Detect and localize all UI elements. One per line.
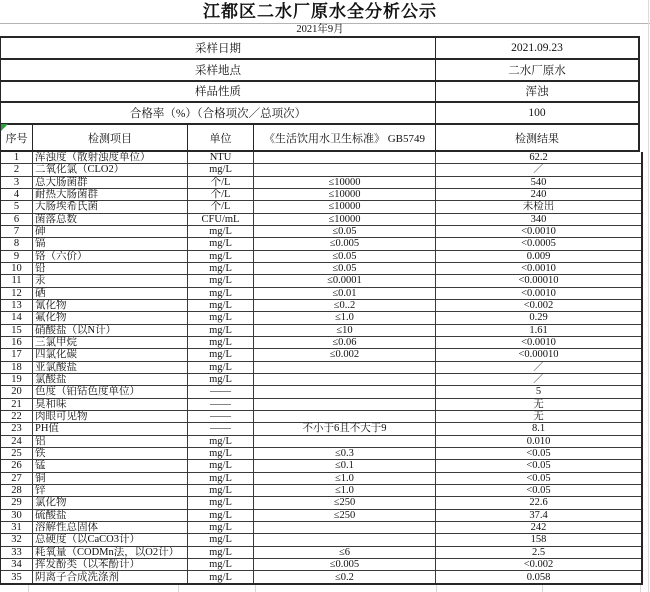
table-row	[1, 238, 641, 250]
table-cell[interactable]: 铝	[32, 436, 187, 447]
table-cell[interactable]: 17	[11, 349, 22, 361]
table-cell[interactable]: 8	[13, 238, 20, 250]
table-row	[1, 485, 641, 497]
table-cell[interactable]	[253, 362, 435, 373]
info-row	[1, 82, 638, 104]
table-cell[interactable]: 锰	[32, 460, 187, 471]
table-cell[interactable]: 个/L	[187, 177, 253, 188]
table-header-row	[0, 123, 640, 152]
sheet-gridline	[178, 585, 179, 592]
info-value[interactable]: 100	[528, 107, 546, 120]
table-cell[interactable]: ／	[435, 362, 641, 373]
info-label[interactable]: 合格率（%）（合格项次／总项次）	[1, 103, 436, 123]
table-cell[interactable]: ≤1.0	[253, 312, 435, 323]
table-cell[interactable]	[253, 436, 435, 447]
table-cell[interactable]: 22	[11, 411, 22, 423]
table-cell[interactable]: PH值	[32, 423, 187, 434]
table-cell[interactable]: 硒	[32, 288, 187, 299]
table-cell[interactable]: 34	[11, 558, 22, 570]
table-cell[interactable]: mg/L	[187, 325, 253, 336]
table-cell[interactable]: ——	[187, 399, 253, 410]
table-cell[interactable]: 0.009	[435, 251, 641, 262]
table-row	[1, 411, 641, 423]
table-cell[interactable]: ≤1.0	[253, 473, 435, 484]
table-cell[interactable]: 7	[13, 226, 20, 238]
table-row	[1, 399, 641, 411]
table-cell[interactable]: 不小于6且不大于9	[253, 423, 435, 434]
table-cell[interactable]: 11	[11, 275, 22, 287]
table-cell[interactable]: 35	[11, 571, 22, 583]
table-cell[interactable]: 二氧化氯（CLO2）	[32, 164, 187, 175]
table-cell[interactable]: mg/L	[187, 362, 253, 373]
table-row	[1, 263, 641, 275]
table-cell[interactable]: 340	[435, 214, 641, 225]
table-cell[interactable]	[253, 522, 435, 533]
table-row	[1, 460, 641, 472]
table-cell[interactable]: <0.0010	[435, 226, 641, 237]
table-row	[1, 473, 641, 485]
table-cell[interactable]: 16	[11, 337, 22, 349]
table-cell[interactable]: ≤0.005	[253, 559, 435, 570]
table-row	[1, 448, 641, 460]
table-cell[interactable]: 2	[13, 164, 20, 176]
table-cell[interactable]: mg/L	[187, 337, 253, 348]
table-cell[interactable]: 臭和味	[32, 399, 187, 410]
table-cell[interactable]: 大肠埃希氏菌	[32, 201, 187, 212]
table-cell[interactable]: 镉	[32, 238, 187, 249]
table-row	[1, 374, 641, 386]
table-row	[1, 164, 641, 176]
table-cell[interactable]: ／	[435, 164, 641, 175]
table-cell[interactable]: 13	[11, 300, 22, 312]
table-cell[interactable]: 31	[11, 522, 22, 533]
table-cell[interactable]: 无	[435, 411, 641, 422]
column-header[interactable]: 《生活饮用水卫生标准》 GB5749	[253, 125, 435, 150]
table-cell[interactable]: ≤0.06	[253, 337, 435, 348]
table-cell[interactable]: 耗氧量（CODMn法，以O2计）	[32, 547, 187, 558]
table-cell[interactable]: mg/L	[187, 448, 253, 459]
table-cell[interactable]: mg/L	[187, 349, 253, 360]
table-cell[interactable]: 30	[11, 509, 22, 521]
table-cell[interactable]: <0.002	[435, 300, 641, 311]
table-cell[interactable]: mg/L	[187, 263, 253, 274]
table-cell[interactable]: 33	[11, 546, 22, 558]
table-cell[interactable]: 总大肠菌群	[32, 177, 187, 188]
table-row	[1, 201, 641, 213]
table-cell[interactable]: 铬（六价）	[32, 251, 187, 262]
table-cell[interactable]: ≤250	[253, 497, 435, 508]
table-cell[interactable]: mg/L	[187, 275, 253, 286]
table-cell[interactable]: 汞	[32, 275, 187, 286]
table-cell[interactable]: <0.0010	[435, 288, 641, 299]
table-cell[interactable]	[253, 374, 435, 385]
table-row	[1, 288, 641, 300]
table-cell[interactable]: 5	[435, 386, 641, 397]
table-cell[interactable]: <0.05	[435, 460, 641, 471]
table-cell[interactable]	[253, 399, 435, 410]
sheet-gridline	[648, 0, 649, 592]
table-cell[interactable]: 1	[13, 152, 20, 164]
table-cell[interactable]: mg/L	[187, 559, 253, 570]
info-row	[1, 103, 638, 123]
table-cell[interactable]	[253, 164, 435, 175]
column-header[interactable]: 序号	[5, 132, 28, 145]
table-cell[interactable]: ——	[187, 411, 253, 422]
table-cell[interactable]: ／	[435, 374, 641, 385]
table-cell[interactable]: 氰化物	[32, 300, 187, 311]
table-cell[interactable]: mg/L	[187, 460, 253, 471]
table-cell[interactable]: 37.4	[435, 510, 641, 521]
table-cell[interactable]: 色度（铂钴色度单位）	[32, 386, 187, 397]
table-cell[interactable]: <0.002	[435, 559, 641, 570]
column-header[interactable]: 单位	[187, 125, 253, 150]
table-cell[interactable]: mg/L	[187, 497, 253, 508]
table-cell[interactable]: ——	[187, 423, 253, 434]
report-month: 2021年9月	[296, 24, 344, 35]
table-cell[interactable]: ≤0.002	[253, 349, 435, 360]
table-cell[interactable]: 32	[11, 534, 22, 546]
info-value[interactable]: 2021.09.23	[511, 41, 563, 54]
table-cell[interactable]: 242	[435, 522, 641, 533]
table-cell[interactable]: <0.00010	[435, 349, 641, 360]
table-cell[interactable]: 氯酸盐	[32, 374, 187, 385]
table-cell[interactable]: 未检出	[435, 201, 641, 212]
sheet-gridline	[640, 585, 641, 592]
sheet-gridline	[28, 585, 29, 592]
table-cell[interactable]: ≤6	[253, 547, 435, 558]
table-cell[interactable]: mg/L	[187, 226, 253, 237]
table-cell[interactable]: <0.05	[435, 448, 641, 459]
table-cell[interactable]: 0.010	[435, 436, 641, 447]
table-cell[interactable]: 1.61	[435, 325, 641, 336]
table-cell[interactable]: ≤0.1	[253, 460, 435, 471]
table-cell[interactable]: mg/L	[187, 288, 253, 299]
info-label[interactable]: 样品性质	[1, 82, 436, 102]
table-cell[interactable]: ≤0.05	[253, 251, 435, 262]
table-row	[1, 349, 641, 361]
table-cell[interactable]: 挥发酚类（以苯酚计）	[32, 559, 187, 570]
table-cell[interactable]: 6	[13, 213, 20, 225]
table-cell[interactable]: mg/L	[187, 374, 253, 385]
table-cell[interactable]: 浑浊度（散射浊度单位）	[32, 152, 187, 163]
table-cell[interactable]: ≤10000	[253, 189, 435, 200]
table-cell[interactable]: mg/L	[187, 300, 253, 311]
table-row	[1, 522, 641, 534]
table-cell[interactable]: 29	[11, 497, 22, 509]
table-cell[interactable]: ≤0.3	[253, 448, 435, 459]
table-cell[interactable]: 0.058	[435, 571, 641, 583]
table-cell[interactable]: <0.0010	[435, 263, 641, 274]
table-cell[interactable]: 25	[11, 448, 22, 460]
table-cell[interactable]: 氯化物	[32, 497, 187, 508]
table-row	[1, 559, 641, 571]
sheet-gridline	[436, 585, 437, 592]
table-cell[interactable]: <0.0010	[435, 337, 641, 348]
table-cell[interactable]: 硫酸盐	[32, 510, 187, 521]
table-cell[interactable]: 23	[11, 423, 22, 435]
table-cell[interactable]: 27	[11, 472, 22, 484]
table-cell[interactable]: 硝酸盐（以N计）	[32, 325, 187, 336]
table-row	[1, 226, 641, 238]
table-cell[interactable]: 铁	[32, 448, 187, 459]
table-cell[interactable]: 铜	[32, 473, 187, 484]
table-cell[interactable]: 15	[11, 324, 22, 336]
table-row	[1, 386, 641, 398]
column-header[interactable]: 检测项目	[32, 125, 187, 150]
info-row	[1, 60, 638, 82]
table-cell[interactable]: 540	[435, 177, 641, 188]
table-cell[interactable]: 总硬度（以CaCO3计）	[32, 534, 187, 545]
table-row	[1, 251, 641, 263]
table-cell[interactable]: 21	[11, 398, 22, 410]
table-cell[interactable]: 10	[11, 263, 22, 275]
table-cell[interactable]: NTU	[187, 152, 253, 163]
table-cell[interactable]: ≤10000	[253, 201, 435, 212]
table-row	[1, 423, 641, 435]
table-cell[interactable]: <0.05	[435, 485, 641, 496]
table-cell[interactable]	[253, 411, 435, 422]
table-cell[interactable]: mg/L	[187, 251, 253, 262]
table-cell[interactable]: 三氯甲烷	[32, 337, 187, 348]
table-row	[1, 534, 641, 546]
table-cell[interactable]	[253, 534, 435, 545]
table-cell[interactable]: 24	[11, 435, 22, 447]
table-cell[interactable]: mg/L	[187, 571, 253, 583]
table-row	[1, 362, 641, 374]
table-cell[interactable]: 28	[11, 485, 22, 497]
table-cell[interactable]: mg/L	[187, 164, 253, 175]
table-cell[interactable]: 个/L	[187, 201, 253, 212]
table-cell[interactable]: 阴离子合成洗涤剂	[32, 571, 187, 583]
table-cell[interactable]: ≤0.2	[253, 571, 435, 583]
table-cell[interactable]: 铅	[32, 263, 187, 274]
table-cell[interactable]: ≤0.05	[253, 263, 435, 274]
table-row	[1, 189, 641, 201]
table-row	[1, 300, 641, 312]
table-row	[1, 571, 641, 583]
table-cell[interactable]: <0.0005	[435, 238, 641, 249]
table-cell[interactable]: 158	[435, 534, 641, 545]
table-body	[0, 152, 643, 585]
table-cell[interactable]: ≤0.005	[253, 238, 435, 249]
table-cell[interactable]: 26	[11, 460, 22, 472]
table-cell[interactable]: 亚氯酸盐	[32, 362, 187, 373]
info-value[interactable]: 浑浊	[525, 86, 549, 99]
table-cell[interactable]: ≤0..2	[253, 300, 435, 311]
table-cell[interactable]: 锌	[32, 485, 187, 496]
table-cell[interactable]: mg/L	[187, 436, 253, 447]
table-cell[interactable]: 20	[11, 386, 22, 398]
table-cell[interactable]: 肉眼可见物	[32, 411, 187, 422]
table-cell[interactable]: 14	[11, 312, 22, 324]
table-row	[1, 152, 641, 164]
excel-error-indicator-icon	[1, 124, 8, 131]
table-row	[1, 510, 641, 522]
table-cell[interactable]: ≤250	[253, 510, 435, 521]
table-row	[1, 275, 641, 287]
table-cell[interactable]: <0.05	[435, 473, 641, 484]
table-row	[1, 177, 641, 189]
table-cell[interactable]: mg/L	[187, 238, 253, 249]
table-row	[1, 497, 641, 509]
table-cell[interactable]: 3	[13, 176, 20, 188]
table-cell[interactable]	[253, 152, 435, 163]
sheet-gridline	[542, 585, 543, 592]
table-cell[interactable]: 溶解性总固体	[32, 522, 187, 533]
table-cell[interactable]: ≤10000	[253, 214, 435, 225]
table-row	[1, 325, 641, 337]
table-cell[interactable]: 砷	[32, 226, 187, 237]
table-cell[interactable]: 18	[11, 361, 22, 373]
table-cell[interactable]: ——	[187, 386, 253, 397]
table-cell[interactable]: <0.00010	[435, 275, 641, 286]
info-value[interactable]: 二水厂原水	[508, 64, 566, 77]
table-cell[interactable]: 4	[13, 189, 20, 201]
info-label[interactable]: 采样地点	[1, 60, 436, 80]
table-cell[interactable]: 四氯化碳	[32, 349, 187, 360]
table-cell[interactable]: 9	[13, 250, 20, 262]
table-cell[interactable]: ≤0.01	[253, 288, 435, 299]
table-cell[interactable]: 8.1	[435, 423, 641, 434]
info-section	[0, 36, 640, 123]
table-row	[1, 312, 641, 324]
table-cell[interactable]: 2.5	[435, 547, 641, 558]
table-cell[interactable]: mg/L	[187, 485, 253, 496]
table-cell[interactable]: 氟化物	[32, 312, 187, 323]
table-row	[1, 436, 641, 448]
table-cell[interactable]: mg/L	[187, 547, 253, 558]
table-cell[interactable]: 240	[435, 189, 641, 200]
table-cell[interactable]: 62.2	[435, 152, 641, 163]
table-cell[interactable]: ≤0.0001	[253, 275, 435, 286]
table-row	[1, 214, 641, 226]
table-cell[interactable]: 无	[435, 399, 641, 410]
table-cell[interactable]: ≤10000	[253, 177, 435, 188]
table-cell[interactable]: 0.29	[435, 312, 641, 323]
column-header[interactable]: 检测结果	[435, 125, 638, 150]
table-cell[interactable]: 22.6	[435, 497, 641, 508]
table-cell[interactable]: 5	[13, 201, 20, 213]
table-cell[interactable]: 12	[11, 287, 22, 299]
table-cell[interactable]: 耐热大肠菌群	[32, 189, 187, 200]
table-cell[interactable]: ≤1.0	[253, 485, 435, 496]
table-cell[interactable]: CFU/mL	[187, 214, 253, 225]
table-row	[1, 337, 641, 349]
table-row	[1, 547, 641, 559]
table-cell[interactable]: mg/L	[187, 510, 253, 521]
table-cell[interactable]	[253, 386, 435, 397]
table-cell[interactable]: mg/L	[187, 522, 253, 533]
table-cell[interactable]: ≤10	[253, 325, 435, 336]
info-label[interactable]: 采样日期	[1, 38, 436, 58]
table-cell[interactable]: ≤0.05	[253, 226, 435, 237]
table-cell[interactable]: 个/L	[187, 189, 253, 200]
sheet-gridline	[255, 585, 256, 592]
table-cell[interactable]: mg/L	[187, 473, 253, 484]
table-cell[interactable]: mg/L	[187, 312, 253, 323]
info-row	[1, 38, 638, 60]
page-title: 江都区二水厂原水全分析公示	[203, 2, 437, 21]
table-cell[interactable]: 菌落总数	[32, 214, 187, 225]
table-cell[interactable]: mg/L	[187, 534, 253, 545]
table-cell[interactable]: 19	[11, 374, 22, 386]
